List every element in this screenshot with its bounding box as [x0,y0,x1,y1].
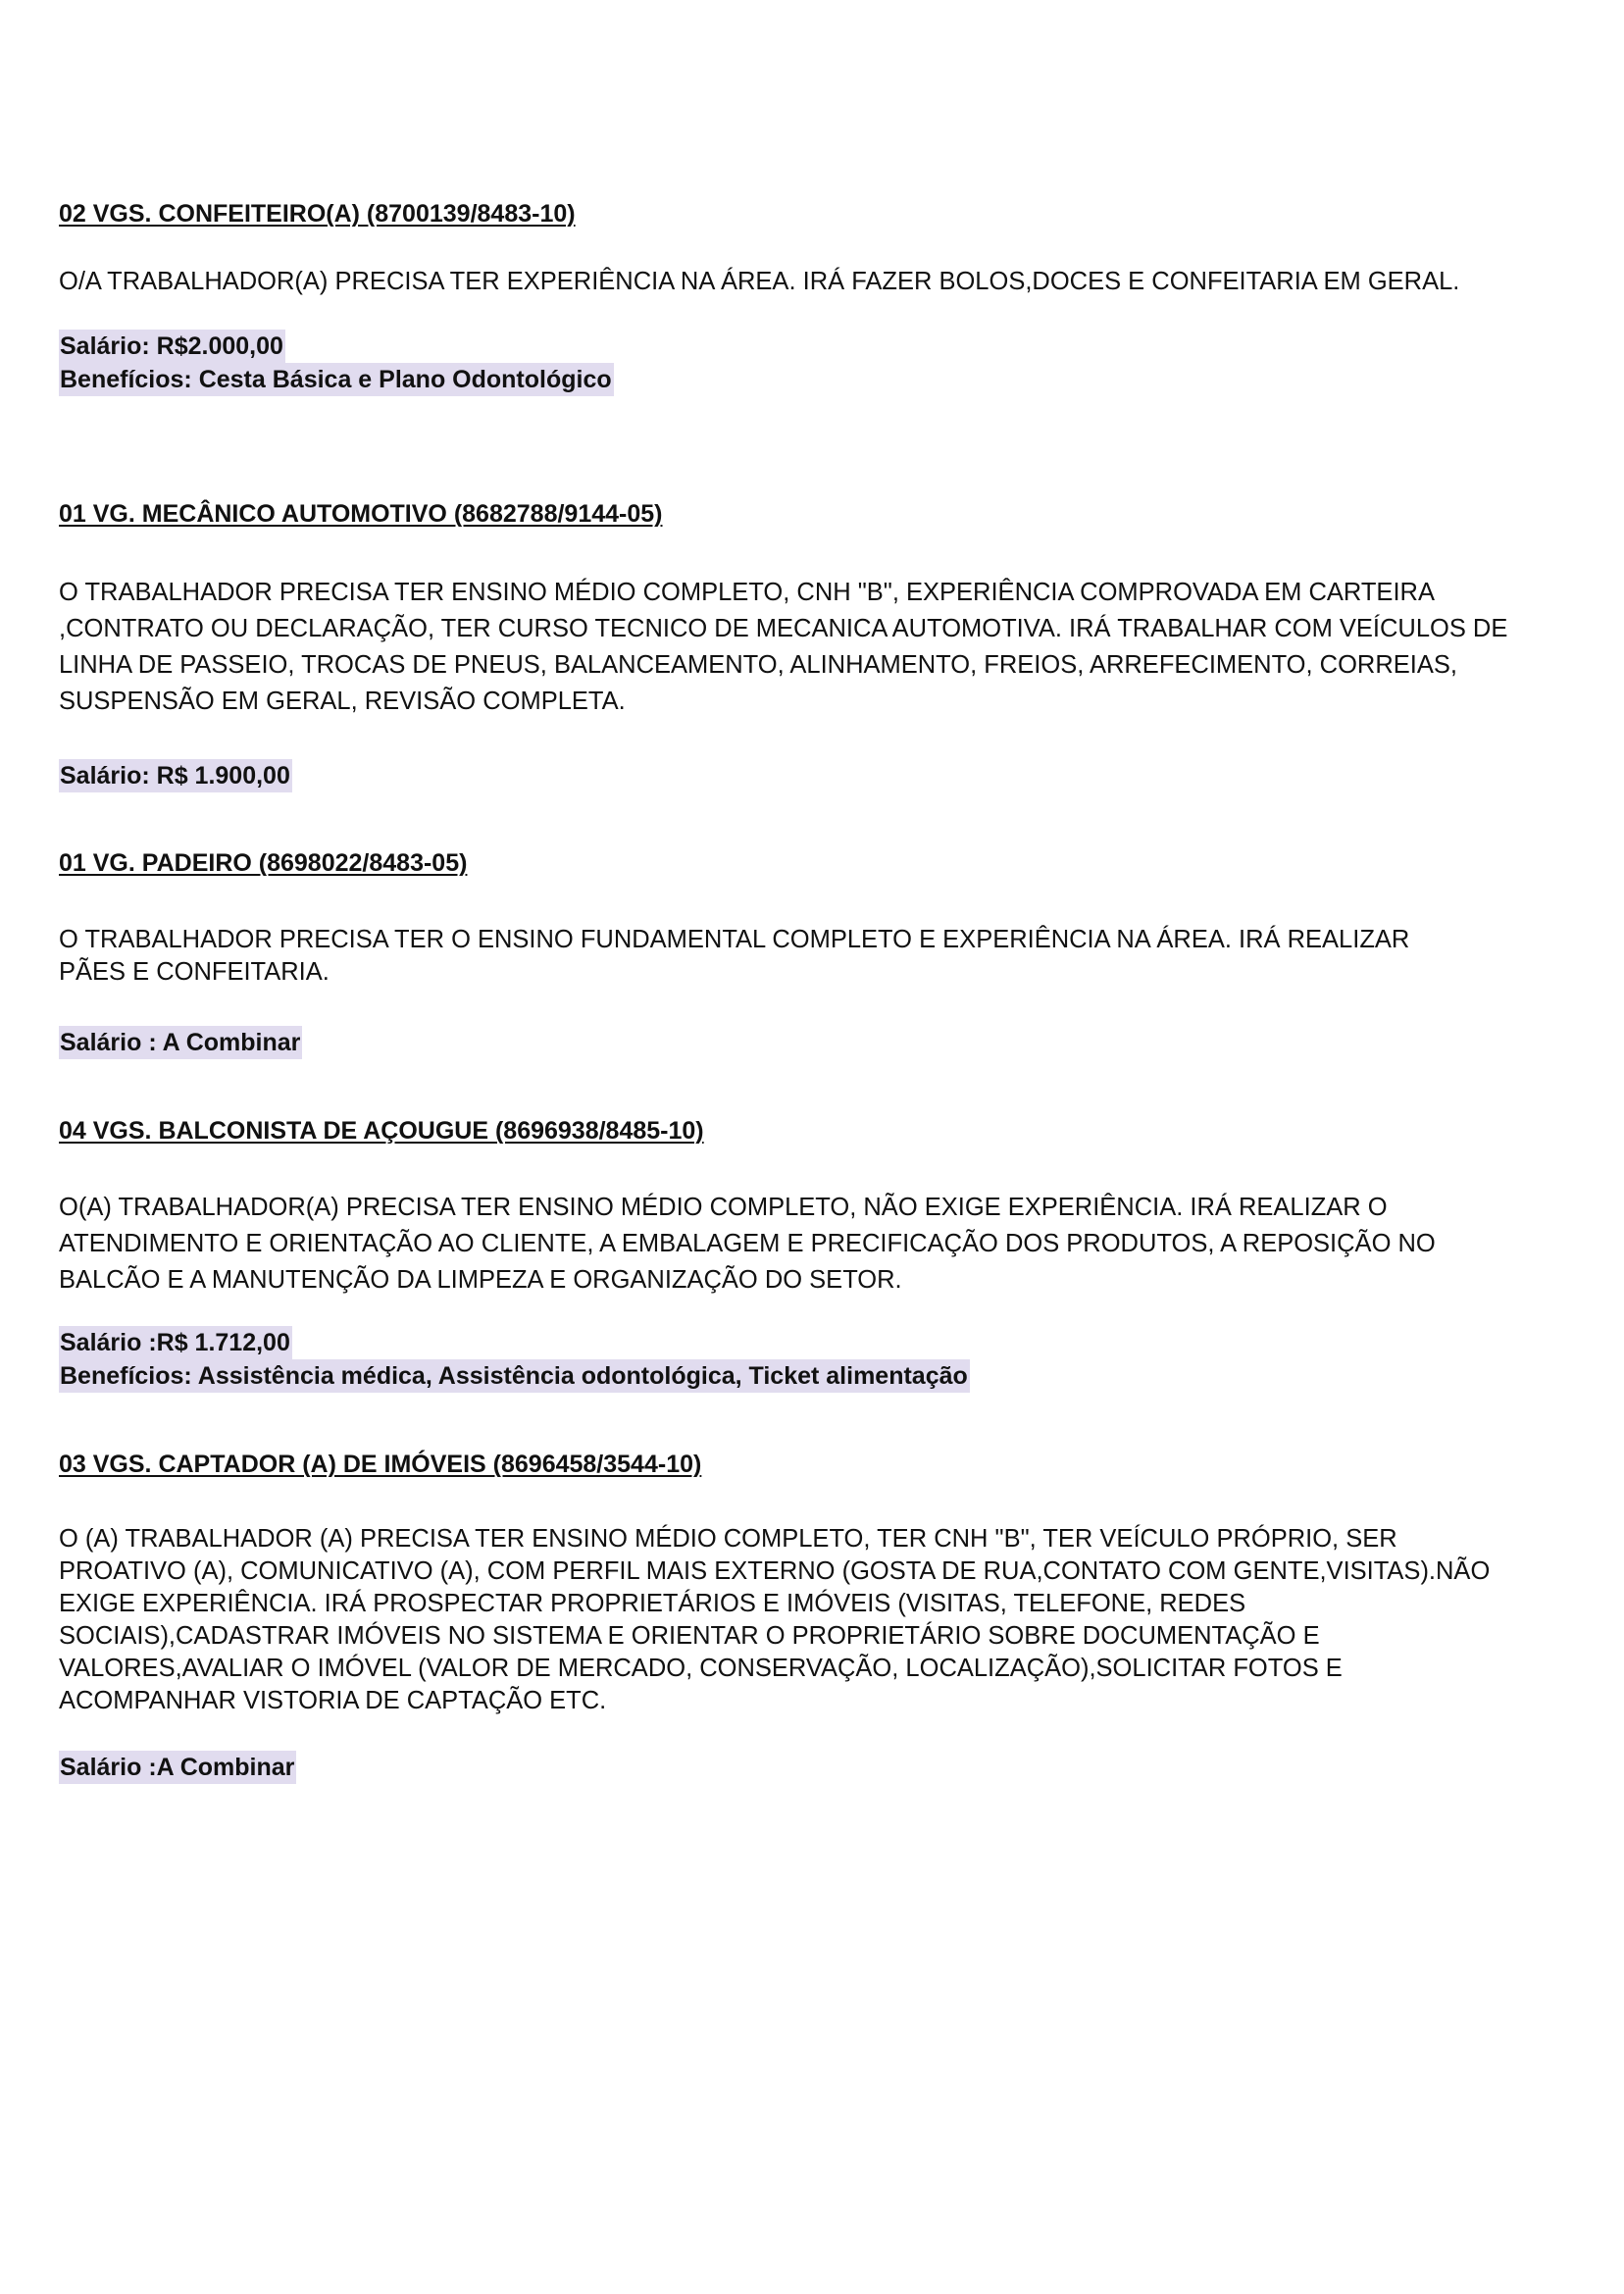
job-description: O/A TRABALHADOR(A) PRECISA TER EXPERIÊNCIA NA ÁREA. IRÁ FAZER BOLOS,DOCES E CONFEITARIA EM GERAL. [59,268,1460,295]
job-title: 03 VGS. CAPTADOR (A) DE IMÓVEIS (8696458/3544-10) [59,1451,702,1478]
job-title: 01 VG. MECÂNICO AUTOMOTIVO (8682788/9144-05) [59,500,663,528]
job-title: 01 VG. PADEIRO (8698022/8483-05) [59,849,468,877]
salary-line [59,330,1549,363]
job-description: O TRABALHADOR PRECISA TER O ENSINO FUNDAMENTAL COMPLETO E EXPERIÊNCIA NA ÁREA. IRÁ REALIZAR PÃES E CONFEITARIA. [59,926,1410,986]
job-posting [59,1447,1549,1784]
job-salary: Salário: R$2.000,00 [59,330,285,363]
job-description: O (A) TRABALHADOR (A) PRECISA TER ENSINO MÉDIO COMPLETO, TER CNH "B", TER VEÍCULO PRÓPRIO, SER PROATIVO (A), COMUNICATIVO (A), COM PERFIL MAIS EXTERNO (GOSTA DE RUA,CONTATO COM GENTE,VISITAS).NÃO EXIGE EXPERIÊNCIA. IRÁ PROSPECTAR PROPRIETÁRIOS E IMÓVEIS (VISITAS, TELEFONE, REDES SOCIAIS),CADASTRAR IMÓVEIS NO SISTEMA E ORIENTAR O PROPRIETÁRIO SOBRE DOCUMENTAÇÃO E VALORES,AVALIAR O IMÓVEL (VALOR DE MERCADO, CONSERVAÇÃO, LOCALIZAÇÃO),SOLICITAR FOTOS E ACOMPANHAR VISTORIA DE CAPTAÇÃO ETC. [59,1525,1491,1714]
benefits-line [59,1359,1549,1393]
job-description: O TRABALHADOR PRECISA TER ENSINO MÉDIO COMPLETO, CNH "B", EXPERIÊNCIA COMPROVADA EM CARTEIRA ,CONTRATO OU DECLARAÇÃO, TER CURSO TECNICO DE MECANICA AUTOMOTIVA. IRÁ TRABALHAR COM VEÍCULOS DE LINHA DE PASSEIO, TROCAS DE PNEUS, BALANCEAMENTO, ALINHAMENTO, FREIOS, ARREFECIMENTO, CORREIAS, SUSPENSÃO EM GERAL, REVISÃO COMPLETA. [59,579,1508,715]
job-benefits: Benefícios: Assistência médica, Assistência odontológica, Ticket alimentação [59,1359,970,1393]
job-description: O(A) TRABALHADOR(A) PRECISA TER ENSINO MÉDIO COMPLETO, NÃO EXIGE EXPERIÊNCIA. IRÁ REALIZAR O ATENDIMENTO E ORIENTAÇÃO AO CLIENTE, A EMBALAGEM E PRECIFICAÇÃO DOS PRODUTOS, A REPOSIÇÃO NO BALCÃO E A MANUTENÇÃO DA LIMPEZA E ORGANIZAÇÃO DO SETOR. [59,1194,1436,1294]
job-salary: Salário : A Combinar [59,1026,302,1059]
job-posting [59,496,1549,792]
job-salary: Salário :A Combinar [59,1751,296,1784]
job-posting [59,1113,1549,1393]
job-salary: Salário: R$ 1.900,00 [59,759,292,792]
salary-line [59,1751,1549,1784]
job-benefits: Benefícios: Cesta Básica e Plano Odontológico [59,363,614,396]
job-title: 02 VGS. CONFEITEIRO(A) (8700139/8483-10) [59,200,576,228]
benefits-line [59,363,1549,396]
salary-line [59,759,1549,792]
job-posting [59,845,1549,1059]
salary-line [59,1326,1549,1359]
job-title: 04 VGS. BALCONISTA DE AÇOUGUE (8696938/8485-10) [59,1117,704,1145]
salary-line [59,1026,1549,1059]
job-salary: Salário :R$ 1.712,00 [59,1326,292,1359]
job-posting [59,196,1549,396]
